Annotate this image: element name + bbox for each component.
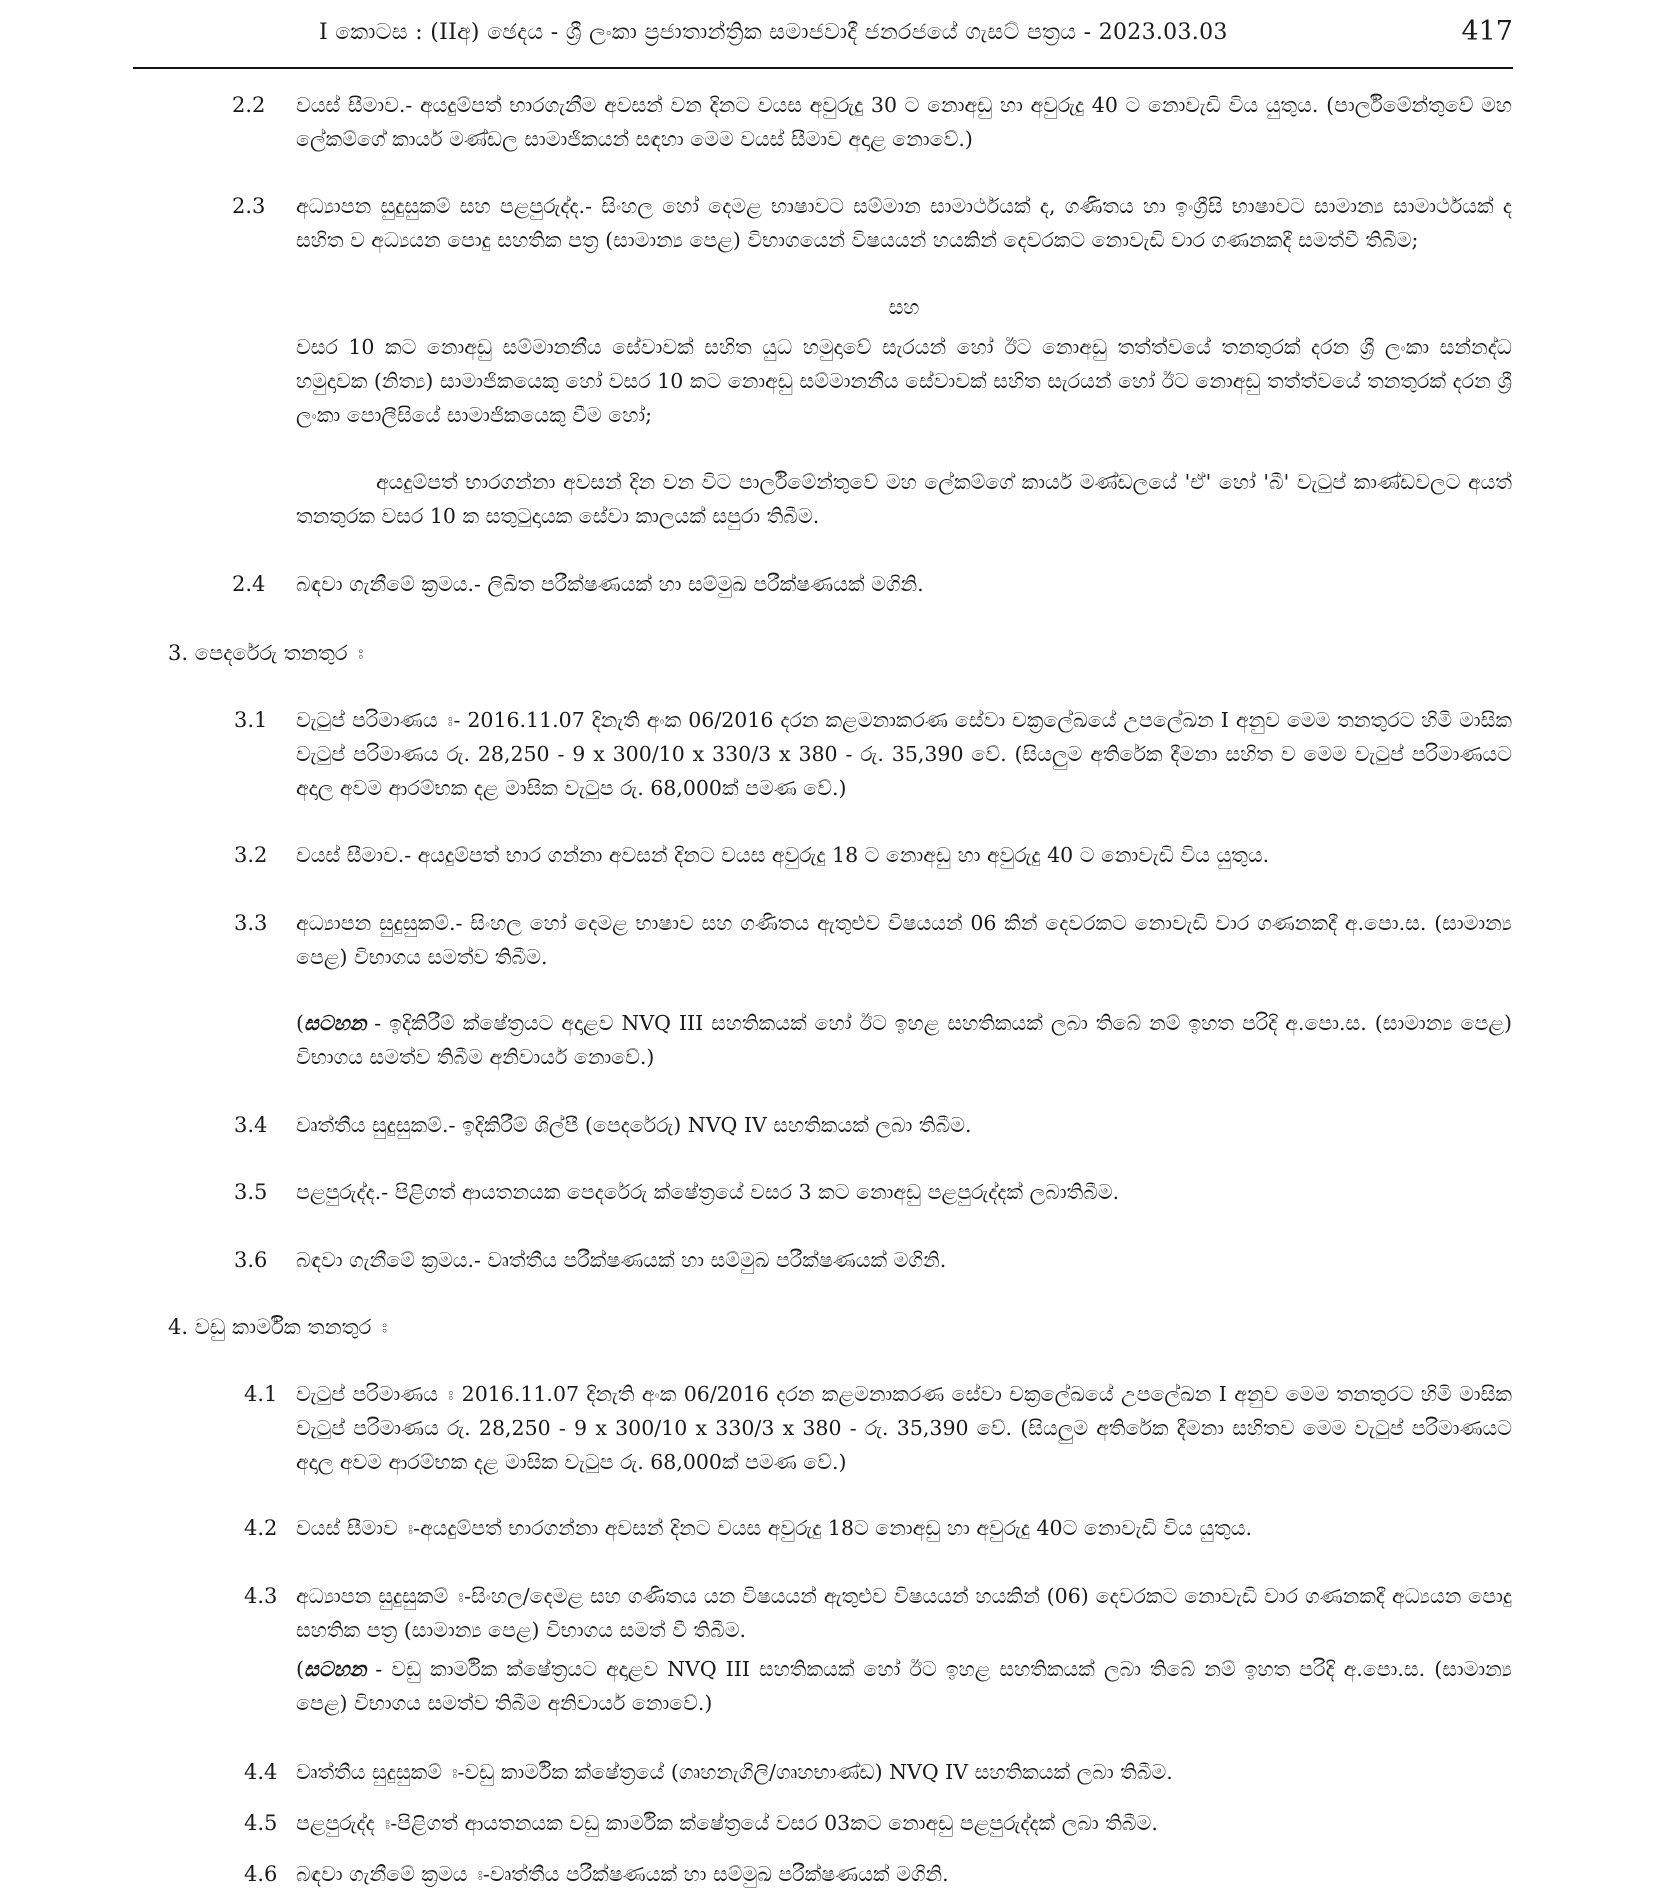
conjunction-and: සහ — [888, 295, 920, 319]
item-number: 3.1 — [234, 708, 268, 732]
note-lead: සටහන — [304, 1011, 367, 1035]
note: (සටහන - ඉදිකිරීම් ක්ෂේත්‍රයට අදාළව NVQ III සහතිකයක් හෝ ඊට ඉහළ සහතිකයක් ලබා තිබේ නම් ඉහත පරිදි අ.පො.ස. (සාමාන්‍ය පෙළ) විභාගය සමත්ව තිබීම අනිවාර්ය නොවේ.) — [296, 1011, 1512, 1069]
item-text: වැටුප් පරිමාණය ඃ 2016.11.07 දිනැති අංක 06/2016 දරන කළමනාකරණ සේවා චක්‍රලේඛයේ උපලේඛන I අනුව මෙම තනතුරට හිමි මාසික වැටුප් පරිමාණය රු. 28,250 - 9 x 300/10 x 330/3 x 380 - රු. 35,390 වේ. (සියලුම අතිරේක දීමනා සහිතව මෙම වැටුප් පරිමාණයට අදාල අවම ආරම්භක දළ මාසික වැටුප රු. 68,000ක් පමණ වේ.) — [296, 1382, 1512, 1474]
item-text-continued: අයදුම්පත් භාරගන්නා අවසන් දින වන විට පාර්ලිමේන්තුවේ මහ ලේකම්ගේ කාර්ය මණ්ඩලයේ 'ඒ' හෝ 'බී' වැටුප් කාණ්ඩවලට අයත් තනතුරක වසර 10 ක සතුටුදායක සේවා කාලයක් සපුරා තිබීම. — [296, 470, 1512, 528]
item-text: වයස් සීමාව.- අයදුම්පත් භාර ගන්නා අවසන් දිනට වයස අවුරුදු 18 ට නොඅඩු හා අවුරුදු 40 ට නොවැඩි විය යුතුය. — [296, 843, 1270, 867]
item-text: වයස් සීමාව ඃ-අයදුම්පත් භාරගන්නා අවසන් දිනට වයස අවුරුදු 18ට නොඅඩු හා අවුරුදු 40ට නොවැඩි විය යුතුය. — [296, 1516, 1252, 1540]
section-heading: 3. පෙදරේරු තනතුර ඃ — [168, 641, 364, 665]
item-number: 3.2 — [234, 843, 268, 867]
item-number: 2.3 — [232, 194, 266, 218]
page-header — [133, 16, 1513, 66]
item-text: අධ්‍යාපන සුදුසුකම්.- සිංහල හෝ දෙමළ භාෂාව සහ ගණිතය ඇතුළුව විෂයයන් 06 කින් දෙවරකට නොවැඩි වාර ගණනකදී අ.පො.ස. (සාමාන්‍ය පෙළ) විභාගය සමත්ව තිබීම. — [296, 911, 1512, 969]
item-number: 4.1 — [244, 1382, 278, 1406]
item-number: 4.2 — [244, 1516, 278, 1540]
item-number: 3.6 — [234, 1248, 268, 1272]
item-text: පළපුරුද්ද.- පිළිගත් ආයතනයක පෙදරේරු ක්ෂේත්‍රයේ වසර 3 කට නොඅඩු පළපුරුද්දක් ලබාතිබීම. — [296, 1180, 1120, 1204]
item-text: අධ්‍යාපන සුදුසුකම් සහ පළපුරුද්ද.- සිංහල හෝ දෙමළ භාෂාවට සම්මාන සාමාර්ථයක් ද, ගණිතය හා ඉංග්‍රීසි භාෂාවට සාමාන්‍ය සාමාර්ථයක් ද සහිත ව අධ්‍යයන පොදු සහතික පත්‍ර (සාමාන්‍ය පෙළ) විභාගයෙන් විෂයයන් හයකින් දෙවරකට නොවැඩි වාර ගණනකදී සමත්වී තිබීම; — [296, 194, 1512, 252]
item-text: බඳවා ගැනීමේ ක්‍රමය ඃ-වෘත්තීය පරීක්ෂණයක් හා සම්මුඛ පරීක්ෂණයක් මගිනි. — [296, 1862, 949, 1886]
item-number: 4.5 — [244, 1811, 278, 1835]
item-text: අධ්‍යාපන සුදුසුකම් ඃ-සිංහල/දෙමළ සහ ගණිතය යන විෂයයන් ඇතුළුව විෂයයන් හයකින් (06) දෙවරකට නොවැඩි වාර ගණනකදී අධ්‍යයන පොදු සහතික පත්‍ර (සාමාන්‍ය පෙළ) විභාගය සමත් වී තිබීම. — [296, 1584, 1512, 1642]
item-number: 2.2 — [232, 93, 266, 117]
item-number: 4.3 — [244, 1584, 278, 1608]
item-number: 3.3 — [234, 911, 268, 935]
section-heading: 4. වඩු කාර්මික තනතුර ඃ — [168, 1315, 388, 1339]
item-text: වෘත්තීය සුදුසුකම්.- ඉදිකිරීම් ශිල්පී (පෙදරේරු) NVQ IV සහතිකයක් ලබා තිබීම. — [296, 1113, 972, 1137]
item-text: වයස් සීමාව.- අයදුම්පත් භාරගැනීම අවසන් වන දිනට වයස අවුරුදු 30 ට නොඅඩු හා අවුරුදු 40 ට නොවැඩි විය යුතුය. (පාර්ලිමේන්තුවේ මහ ලේකම්ගේ කාර්ය මණ්ඩල සාමාජිකයන් සඳහා මෙම වයස් සීමාව අදාළ නොවේ.) — [296, 93, 1512, 151]
item-text: බඳවා ගැනීමේ ක්‍රමය.- ලිඛිත පරීක්ෂණයක් හා සම්මුඛ පරීක්ෂණයක් මගිනි. — [296, 572, 924, 596]
item-number: 3.5 — [234, 1180, 268, 1204]
page-number: 417 — [1461, 16, 1513, 47]
item-text: වෘත්තීය සුදුසුකම් ඃ-වඩු කාර්මික ක්ෂේත්‍රයේ (ගෘහනැගිලි/ගෘහභාණ්ඩ) NVQ IV සහතිකයක් ලබා තිබීම. — [296, 1760, 1173, 1784]
item-number: 4.4 — [244, 1760, 278, 1784]
item-text: වැටුප් පරිමාණය ඃ- 2016.11.07 දිනැති අංක 06/2016 දරන කළමනාකරණ සේවා චක්‍රලේඛයේ උපලේඛන I අනුව මෙම තනතුරට හිමි මාසික වැටුප් පරිමාණය රු. 28,250 - 9 x 300/10 x 330/3 x 380 - රු. 35,390 වේ. (සියලුම අතිරේක දීමනා සහිත ව මෙම වැටුප් පරිමාණයට අදාල අවම ආරම්භක දළ මාසික වැටුප රු. 68,000ක් පමණ වේ.) — [296, 708, 1512, 800]
header-title: I කොටස : (IIඅ) ඡෙදය - ශ්‍රී ලංකා ප්‍රජාතාන්ත්‍රික සමාජවාදී ජනරජයේ ගැසට් පත්‍රය - 2023.03.03 — [319, 20, 1228, 45]
item-number: 3.4 — [234, 1113, 268, 1137]
item-text: පළපුරුද්ද ඃ-පිළිගත් ආයතනයක වඩු කාර්මික ක්ෂේත්‍රයේ වසර 03කට නොඅඩු පළපුරුද්දක් ලබා තිබීම. — [296, 1811, 1158, 1835]
item-text-continued: වසර 10 කට නොඅඩු සම්මානනීය සේවාවක් සහිත යුධ හමුදාවේ සැරයන් හෝ ඊට නොඅඩු තත්ත්වයේ තනතුරක් දරන ශ්‍රී ලංකා සන්නද්ධ හමුදාවක (නිත්‍ය) සාමාජිකයෙකු හෝ වසර 10 කට නොඅඩු සම්මානනීය සේවාවක් සහිත සැරයන් හෝ ඊට නොඅඩු තත්ත්වයේ තනතුරක් දරන ශ්‍රී ලංකා පොලීසියේ සාමාජිකයෙකු වීම හෝ; — [296, 335, 1512, 427]
note-text: - වඩු කාර්මික ක්ෂේත්‍රයට අදාළව NVQ III සහතිකයක් හෝ ඊට ඉහළ සහතිකයක් ලබා තිබේ නම් ඉහත පරිදි අ.පො.ස. (සාමාන්‍ය පෙළ) විභාගය සමත්ව තිබීම අනිවාර්ය නොවේ.) — [296, 1657, 1512, 1715]
item-number: 4.6 — [244, 1862, 278, 1886]
item-number: 2.4 — [232, 572, 266, 596]
item-text: බඳවා ගැනීමේ ක්‍රමය.- වෘත්තීය පරීක්ෂණයක් හා සම්මුඛ පරීක්ෂණයක් මගිනි. — [296, 1248, 947, 1272]
note-lead: සටහන — [304, 1657, 367, 1681]
header-rule — [133, 67, 1513, 69]
note-text: - ඉදිකිරීම් ක්ෂේත්‍රයට අදාළව NVQ III සහතිකයක් හෝ ඊට ඉහළ සහතිකයක් ලබා තිබේ නම් ඉහත පරිදි අ.පො.ස. (සාමාන්‍ය පෙළ) විභාගය සමත්ව තිබීම අනිවාර්ය නොවේ.) — [296, 1011, 1512, 1069]
note: (සටහන - වඩු කාර්මික ක්ෂේත්‍රයට අදාළව NVQ III සහතිකයක් හෝ ඊට ඉහළ සහතිකයක් ලබා තිබේ නම් ඉහත පරිදි අ.පො.ස. (සාමාන්‍ය පෙළ) විභාගය සමත්ව තිබීම අනිවාර්ය නොවේ.) — [296, 1657, 1512, 1715]
